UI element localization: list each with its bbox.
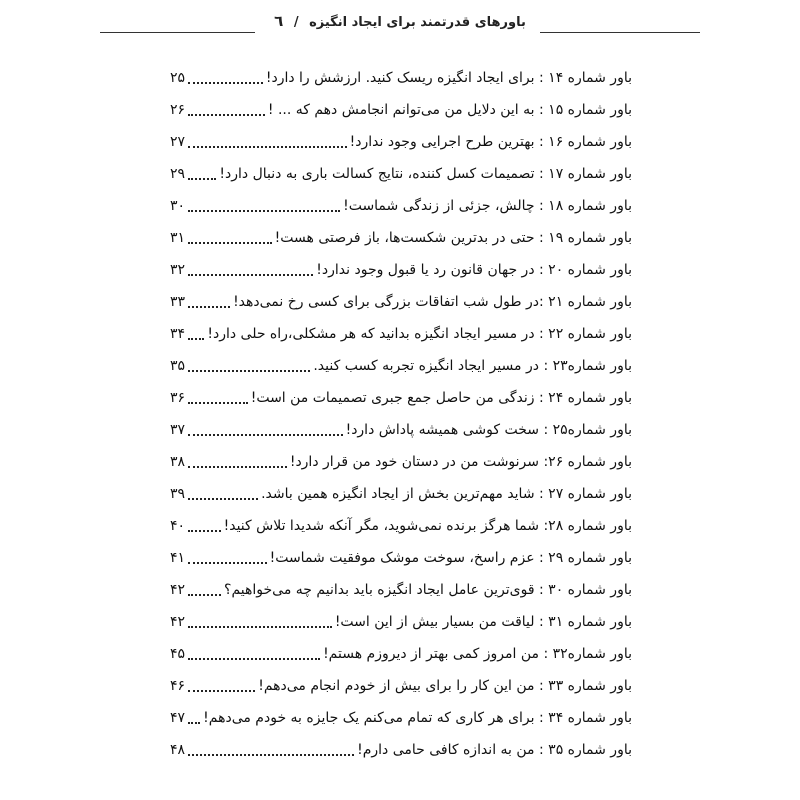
dot-leader <box>188 228 272 244</box>
toc-entry-page: ۳۵ <box>170 358 186 374</box>
toc-entry <box>170 158 632 190</box>
toc-entry-title: باور شماره ۳۴ : برای هر کاری که تمام می‌کنم یک جایزه به خودم می‌دهم! <box>203 710 632 726</box>
toc-entry-title: باور شماره ۲۲ : در مسیر ایجاد انگیزه بدانید که هر مشکلی،راه حلی دارد! <box>207 326 632 342</box>
toc-entry <box>170 446 632 478</box>
toc-entry-title: باور شماره ۲۰ : در جهان قانون رد یا قبول وجود ندارد! <box>316 262 632 278</box>
dot-leader <box>188 708 200 724</box>
dot-leader <box>188 68 263 84</box>
toc-entry-title: باور شماره ۳۰ : قوی‌ترین عامل ایجاد انگیزه باید بدانیم چه می‌خواهیم؟ <box>224 582 632 598</box>
toc-entry-title: باور شماره ۲۸: شما هرگز برنده نمی‌شوید، مگر آنکه شدیدا تلاش کنید! <box>223 518 632 534</box>
toc-entry <box>170 350 632 382</box>
toc-entry <box>170 478 632 510</box>
dot-leader <box>188 100 265 116</box>
dot-leader <box>188 484 258 500</box>
toc-entry <box>170 222 632 254</box>
toc-entry <box>170 702 632 734</box>
dot-leader <box>188 548 267 564</box>
toc-entry <box>170 574 632 606</box>
toc-entry-title: باور شماره ۲۹ : عزم راسخ، سوخت موشک موفقیت شماست! <box>269 550 632 566</box>
dot-leader <box>188 516 221 532</box>
toc-entry-page: ۳۹ <box>170 486 186 502</box>
toc-entry-title: باور شماره ۳۳ : من این کار را برای بیش از خودم انجام می‌دهم! <box>258 678 632 694</box>
header-rule-right <box>540 32 700 33</box>
toc-entry-title: باور شماره ۱۸ : چالش، جزئی از زندگی شماست! <box>343 198 632 214</box>
toc-entry <box>170 414 632 446</box>
toc-entry <box>170 62 632 94</box>
toc-entry <box>170 542 632 574</box>
dot-leader <box>188 292 230 308</box>
toc-entry-title: باور شماره ۱۷ : تصمیمات کسل کننده، نتایج کسالت باری به دنبال دارد! <box>219 166 632 182</box>
running-header <box>100 10 700 36</box>
toc-entry-page: ۳۰ <box>170 198 186 214</box>
toc-entry-page: ۴۷ <box>170 710 186 726</box>
dot-leader <box>188 260 313 276</box>
toc-entry-title: باور شماره ۲۱ :در طول شب اتفاقات بزرگی برای کسی رخ نمی‌دهد! <box>233 294 632 310</box>
dot-leader <box>188 196 340 212</box>
toc-entry <box>170 190 632 222</box>
toc-entry <box>170 670 632 702</box>
header-title-line <box>100 12 700 30</box>
toc-entry-page: ۳۳ <box>170 294 186 310</box>
toc-entry-page: ۳۴ <box>170 326 186 342</box>
dot-leader <box>188 580 221 596</box>
toc-entry <box>170 606 632 638</box>
dot-leader <box>188 452 287 468</box>
header-rule-left <box>100 32 255 33</box>
toc-entry-page: ۳۲ <box>170 262 186 278</box>
dot-leader <box>188 356 310 372</box>
dot-leader <box>188 164 216 180</box>
dot-leader <box>188 676 255 692</box>
toc-entry <box>170 318 632 350</box>
toc-entry <box>170 254 632 286</box>
dot-leader <box>188 132 347 148</box>
toc-entry <box>170 510 632 542</box>
header-separator: / <box>293 15 299 30</box>
toc-entry-title: باور شماره۳۲ : من امروز کمی بهتر از دیروزم هستم! <box>323 646 632 662</box>
toc-entry-title: باور شماره ۱۹ : حتی در بدترین شکست‌ها، باز فرصتی هست! <box>274 230 632 246</box>
toc-entry-page: ۴۰ <box>170 518 186 534</box>
dot-leader <box>188 612 332 628</box>
toc-entry-title: باور شماره ۱۵ : به این دلایل من می‌توانم انجامش دهم که ... ! <box>267 102 632 118</box>
toc-entry <box>170 638 632 670</box>
toc-entry-page: ۴۲ <box>170 582 186 598</box>
toc-entry-page: ۲۵ <box>170 70 186 86</box>
toc-entry-page: ۴۱ <box>170 550 186 566</box>
dot-leader <box>188 740 354 756</box>
toc-entry-page: ۲۶ <box>170 102 186 118</box>
toc-entry-page: ۴۲ <box>170 614 186 630</box>
toc-entry <box>170 734 632 766</box>
toc-entry-page: ۲۷ <box>170 134 186 150</box>
toc-entry-page: ۳۶ <box>170 390 186 406</box>
dot-leader <box>188 420 343 436</box>
toc-entry <box>170 126 632 158</box>
dot-leader <box>188 388 248 404</box>
book-title: باورهای قدرتمند برای ایجاد انگیزه <box>309 15 526 30</box>
toc-entry-title: باور شماره ۲۷ : شاید مهم‌ترین بخش از ایجاد انگیزه همین باشد. <box>261 486 632 502</box>
toc-entry-title: باور شماره۲۳ : در مسیر ایجاد انگیزه تجربه کسب کنید. <box>313 358 632 374</box>
page-number: ٦ <box>274 12 284 30</box>
toc-entry <box>170 286 632 318</box>
toc-entry-title: باور شماره۲۵ : سخت کوشی همیشه پاداش دارد! <box>345 422 632 438</box>
toc-entry-title: باور شماره ۱۴ : برای ایجاد انگیزه ریسک کنید. ارزشش را دارد! <box>265 70 632 86</box>
toc-entry <box>170 382 632 414</box>
dot-leader <box>188 324 204 340</box>
toc-entry-title: باور شماره ۳۱ : لیاقت من بسیار بیش از این است! <box>334 614 632 630</box>
toc-entry-page: ۴۵ <box>170 646 186 662</box>
toc-entry-page: ۳۷ <box>170 422 186 438</box>
toc-entry <box>170 94 632 126</box>
toc-entry-page: ۲۹ <box>170 166 186 182</box>
toc-entry-title: باور شماره ۲۴ : زندگی من حاصل جمع جبری تصمیمات من است! <box>250 390 632 406</box>
toc-entry-title: باور شماره ۲۶: سرنوشت من در دستان خود من قرار دارد! <box>289 454 632 470</box>
table-of-contents <box>170 62 632 766</box>
dot-leader <box>188 644 320 660</box>
toc-entry-page: ۳۸ <box>170 454 186 470</box>
toc-entry-title: باور شماره ۳۵ : من به اندازه کافی حامی دارم! <box>357 742 632 758</box>
toc-entry-page: ۳۱ <box>170 230 186 246</box>
toc-entry-page: ۴۸ <box>170 742 186 758</box>
toc-entry-title: باور شماره ۱۶ : بهترین طرح اجرایی وجود ندارد! <box>349 134 632 150</box>
toc-entry-page: ۴۶ <box>170 678 186 694</box>
